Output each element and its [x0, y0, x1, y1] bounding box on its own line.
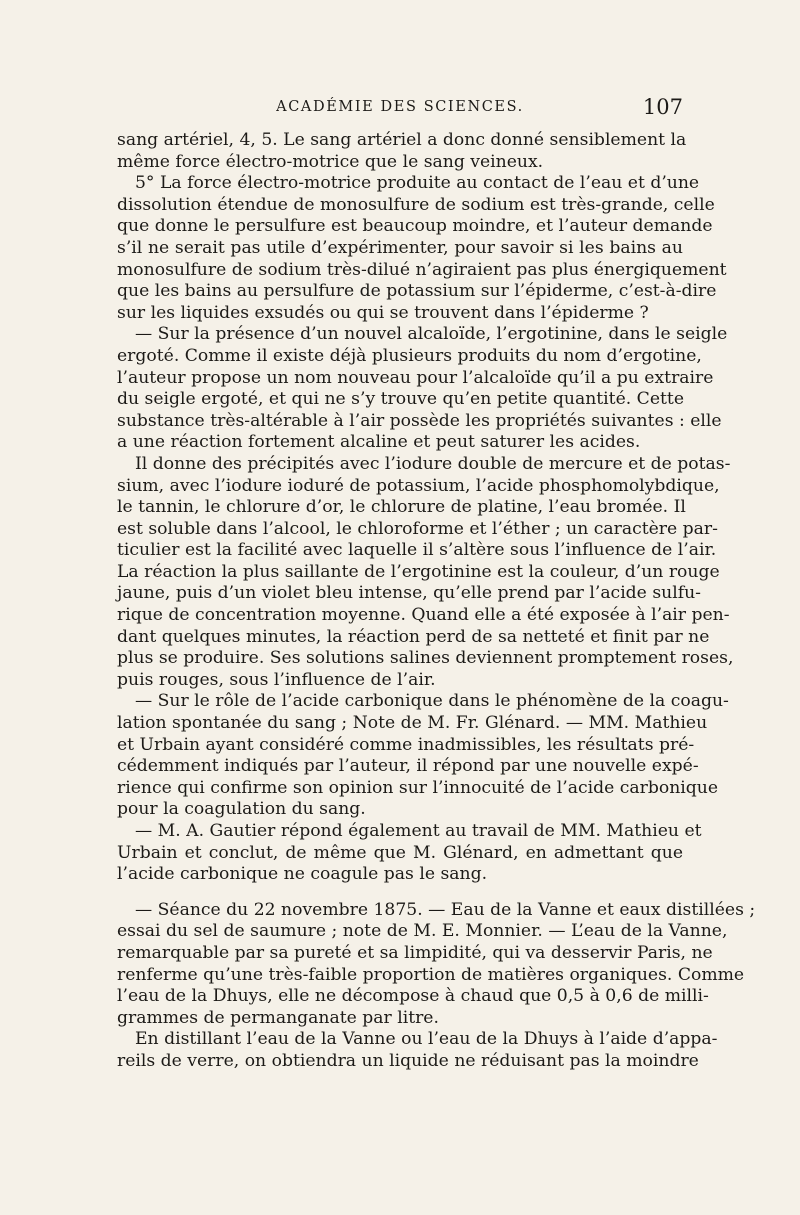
text-line: sium, avec l’iodure ioduré de potassium, l’acide phosphomolybdique,	[117, 475, 720, 496]
text-line: grammes de permanganate par litre.	[117, 1007, 439, 1028]
text-line: dant quelques minutes, la réaction perd de sa netteté et finit par ne	[117, 626, 710, 647]
text-line: puis rouges, sous l’influence de l’air.	[117, 669, 436, 690]
text-line: renferme qu’une très-faible proportion de matières organiques. Comme	[117, 964, 745, 985]
text-line: ticulier est la facilité avec laquelle il s’altère sous l’influence de l’air.	[117, 540, 717, 561]
text-line: sang artériel, 4, 5. Le sang artériel a donc donné sensiblement la	[117, 130, 687, 150]
text-line: dissolution étendue de monosulfure de sodium est très-grande, celle	[117, 194, 715, 215]
text-line: est soluble dans l’alcool, le chloroforme et l’éther ; un caractère par-	[117, 518, 718, 539]
text-line: — Séance du 22 novembre 1875. — Eau de la Vanne et eaux distillées ;	[135, 899, 756, 920]
text-line: s’il ne serait pas utile d’expérimenter, pour savoir si les bains au	[117, 237, 683, 258]
text-line: l’eau de la Dhuys, elle ne décompose à chaud que 0,5 à 0,6 de milli-	[117, 986, 709, 1007]
text-line: rique de concentration moyenne. Quand elle a été exposée à l’air pen-	[117, 605, 730, 626]
text-line: rience qui confirme son opinion sur l’innocuité de l’acide carbonique	[117, 777, 719, 798]
text-line: substance très-altérable à l’air possède les propriétés suivantes : elle	[117, 410, 722, 431]
paragraph	[117, 821, 702, 886]
running-head: ACADÉMIE DES SCIENCES.	[276, 99, 524, 115]
page-number: 107	[642, 95, 683, 119]
section-gap	[117, 886, 683, 900]
paragraph	[117, 173, 727, 324]
paragraph	[117, 453, 734, 692]
text-line: que les bains au persulfure de potassium sur l’épiderme, c’est-à-dire	[117, 281, 717, 302]
text-line: essai du sel de saumure ; note de M. E. Monnier. — L’eau de la Vanne,	[117, 921, 728, 942]
text-line: La réaction la plus saillante de l’ergotinine est la couleur, d’un rouge	[117, 561, 720, 582]
text-line: Urbain et conclut, de même que M. Glénard, en admettant que	[117, 842, 683, 863]
text-line: — Sur la présence d’un nouvel alcaloïde, l’ergotinine, dans le seigle	[135, 324, 728, 345]
text-line: l’acide carbonique ne coagule pas le sang.	[117, 864, 488, 885]
text-line: le tannin, le chlorure d’or, le chlorure de platine, l’eau bromée. Il	[117, 497, 686, 518]
text-line: plus se produire. Ses solutions salines deviennent promptement roses,	[117, 648, 734, 669]
text-line: ergoté. Comme il existe déjà plusieurs produits du nom d’ergotine,	[117, 345, 702, 366]
text-line: cédemment indiqués par l’auteur, il répond par une nouvelle expé-	[117, 756, 699, 777]
text-line: sur les liquides exsudés ou qui se trouvent dans l’épiderme ?	[117, 302, 649, 323]
page-header	[117, 95, 683, 119]
paragraph	[117, 691, 729, 821]
paragraph	[117, 324, 728, 454]
paragraph	[117, 130, 687, 173]
text-line: remarquable par sa pureté et sa limpidité, qui va desservir Paris, ne	[117, 942, 713, 963]
text-line: En distillant l’eau de la Vanne ou l’eau de la Dhuys à l’aide d’appa-	[135, 1029, 718, 1050]
text-line: pour la coagulation du sang.	[117, 799, 366, 820]
text-line: jaune, puis d’un violet bleu intense, qu’elle prend par l’acide sulfu-	[117, 583, 701, 604]
text-line: 5° La force électro-motrice produite au contact de l’eau et d’une	[135, 173, 700, 194]
paragraph	[117, 1029, 718, 1072]
text-line: a une réaction fortement alcaline et peut saturer les acides.	[117, 432, 641, 453]
text-line: même force électro-motrice que le sang veineux.	[117, 151, 544, 172]
text-line: lation spontanée du sang ; Note de M. Fr. Glénard. — MM. Mathieu	[117, 713, 708, 734]
text-line: et Urbain ayant considéré comme inadmissibles, les résultats pré-	[117, 734, 695, 755]
text-line: l’auteur propose un nom nouveau pour l’alcaloïde qu’il a pu extraire	[117, 367, 714, 388]
text-line: monosulfure de sodium très-dilué n’agiraient pas plus énergiquement	[117, 259, 727, 280]
body-text	[117, 130, 756, 1073]
text-line: — M. A. Gautier répond également au travail de MM. Mathieu et	[135, 821, 702, 841]
text-line: — Sur le rôle de l’acide carbonique dans le phénomène de la coagu-	[135, 691, 729, 712]
text-line: du seigle ergoté, et qui ne s’y trouve qu’en petite quantité. Cette	[117, 389, 684, 410]
text-line: reils de verre, on obtiendra un liquide ne réduisant pas la moindre	[117, 1050, 699, 1071]
text-line: que donne le persulfure est beaucoup moindre, et l’auteur demande	[117, 216, 713, 237]
paragraph	[117, 899, 756, 1030]
text-line: Il donne des précipités avec l’iodure double de mercure et de potas-	[135, 453, 731, 474]
